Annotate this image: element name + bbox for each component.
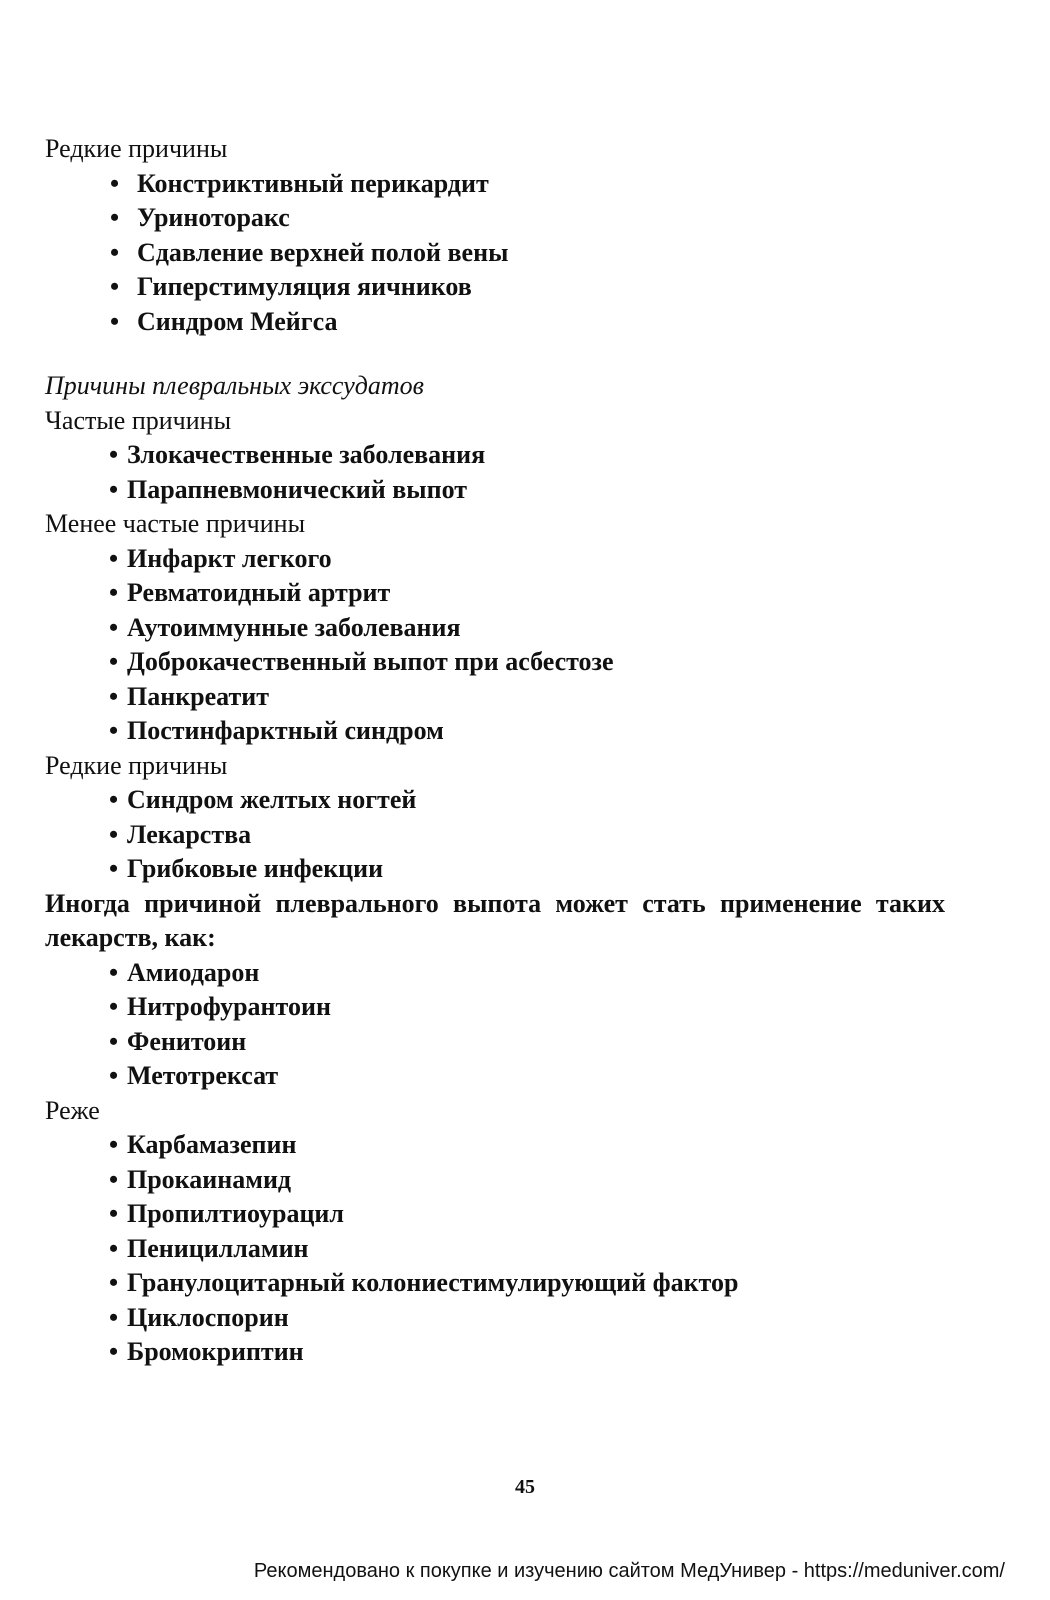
list-item: • Злокачественные заболевания — [45, 438, 945, 473]
list-item: • Ревматоидный артрит — [45, 576, 945, 611]
list-item: • Метотрексат — [45, 1059, 945, 1094]
rare-causes-list — [45, 167, 945, 340]
list-item: • Панкреатит — [45, 680, 945, 715]
list-item: • Аутоиммунные заболевания — [45, 611, 945, 646]
drugs-rarer-list — [45, 1128, 945, 1370]
rare-exudate-causes-heading: Редкие причины — [45, 750, 228, 780]
bullet-icon: • — [109, 1302, 119, 1332]
bullet-icon: • — [110, 237, 120, 267]
footer-note: Рекомендовано к покупке и изучению сайтом МедУнивер - https://meduniver.com/ — [253, 1560, 1005, 1582]
bullet-icon: • — [109, 1268, 119, 1297]
list-item: • Пропилтиоурацил — [45, 1197, 945, 1232]
bullet-icon: • — [109, 992, 119, 1021]
list-item: • Парапневмонический выпот — [45, 473, 945, 508]
list-item: • Доброкачественный выпот при асбестозе — [45, 645, 945, 680]
page-number: 45 — [515, 1476, 535, 1498]
list-item: • Лекарства — [45, 818, 945, 853]
drugs-paragraph: Иногда причиной плеврального выпота может стать применение таких лекарств, как: — [45, 888, 945, 952]
list-item: • Нитрофурантоин — [45, 990, 945, 1025]
less-frequent-causes-heading: Менее частые причины — [45, 509, 306, 538]
list-item: • Сдавление верхней полой вены — [45, 236, 945, 271]
list-item: • Циклоспорин — [45, 1301, 945, 1336]
list-item: • Синдром желтых ногтей — [45, 783, 945, 818]
list-item: • Пеницилламин — [45, 1232, 945, 1267]
bullet-icon: • — [109, 957, 119, 987]
bullet-icon: • — [109, 543, 119, 573]
bullet-icon: • — [110, 168, 120, 198]
bullet-icon: • — [109, 474, 119, 504]
bullet-icon: • — [109, 1337, 119, 1366]
list-item: • Гиперстимуляция яичников — [45, 270, 945, 305]
list-item: • Прокаинамид — [45, 1163, 945, 1198]
frequent-causes-list — [45, 438, 945, 507]
list-item: • Постинфарктный синдром — [45, 714, 945, 749]
list-item: • Инфаркт легкого — [45, 542, 945, 577]
bullet-icon: • — [109, 1130, 119, 1159]
bullet-icon: • — [110, 306, 120, 336]
bullet-icon: • — [109, 612, 119, 642]
bullet-icon: • — [109, 716, 119, 745]
page-content — [45, 132, 945, 1370]
bullet-icon: • — [109, 1233, 119, 1263]
bullet-icon: • — [109, 647, 119, 676]
bullet-icon: • — [109, 1199, 119, 1228]
frequent-causes-heading: Частые причины — [45, 405, 232, 435]
drugs-common-list — [45, 956, 945, 1094]
list-item: • Бромокриптин — [45, 1335, 945, 1370]
list-item: • Синдром Мейгса — [45, 305, 945, 340]
list-item: • Амиодарон — [45, 956, 945, 991]
bullet-icon: • — [109, 1061, 119, 1090]
rarer-drugs-heading: Реже — [45, 1095, 100, 1125]
list-item: • Фенитоин — [45, 1025, 945, 1060]
bullet-icon: • — [109, 578, 119, 607]
exudates-section-title: Причины плевральных экссудатов — [45, 371, 424, 400]
bullet-icon: • — [109, 819, 119, 849]
list-item: • Уриноторакс — [45, 201, 945, 236]
bullet-icon: • — [109, 854, 119, 883]
bullet-icon: • — [109, 440, 119, 469]
bullet-icon: • — [109, 1026, 119, 1056]
rare-exudate-causes-list — [45, 783, 945, 887]
rare-causes-heading: Редкие причины — [45, 134, 228, 163]
bullet-icon: • — [109, 785, 119, 814]
list-item: • Констриктивный перикардит — [45, 167, 945, 202]
bullet-icon: • — [110, 272, 120, 301]
list-item: • Гранулоцитарный колониестимулирующий фактор — [45, 1266, 945, 1301]
less-frequent-causes-list — [45, 542, 945, 749]
list-item: • Грибковые инфекции — [45, 852, 945, 887]
bullet-icon: • — [109, 1164, 119, 1194]
bullet-icon: • — [110, 203, 120, 232]
bullet-icon: • — [109, 681, 119, 711]
list-item: • Карбамазепин — [45, 1128, 945, 1163]
